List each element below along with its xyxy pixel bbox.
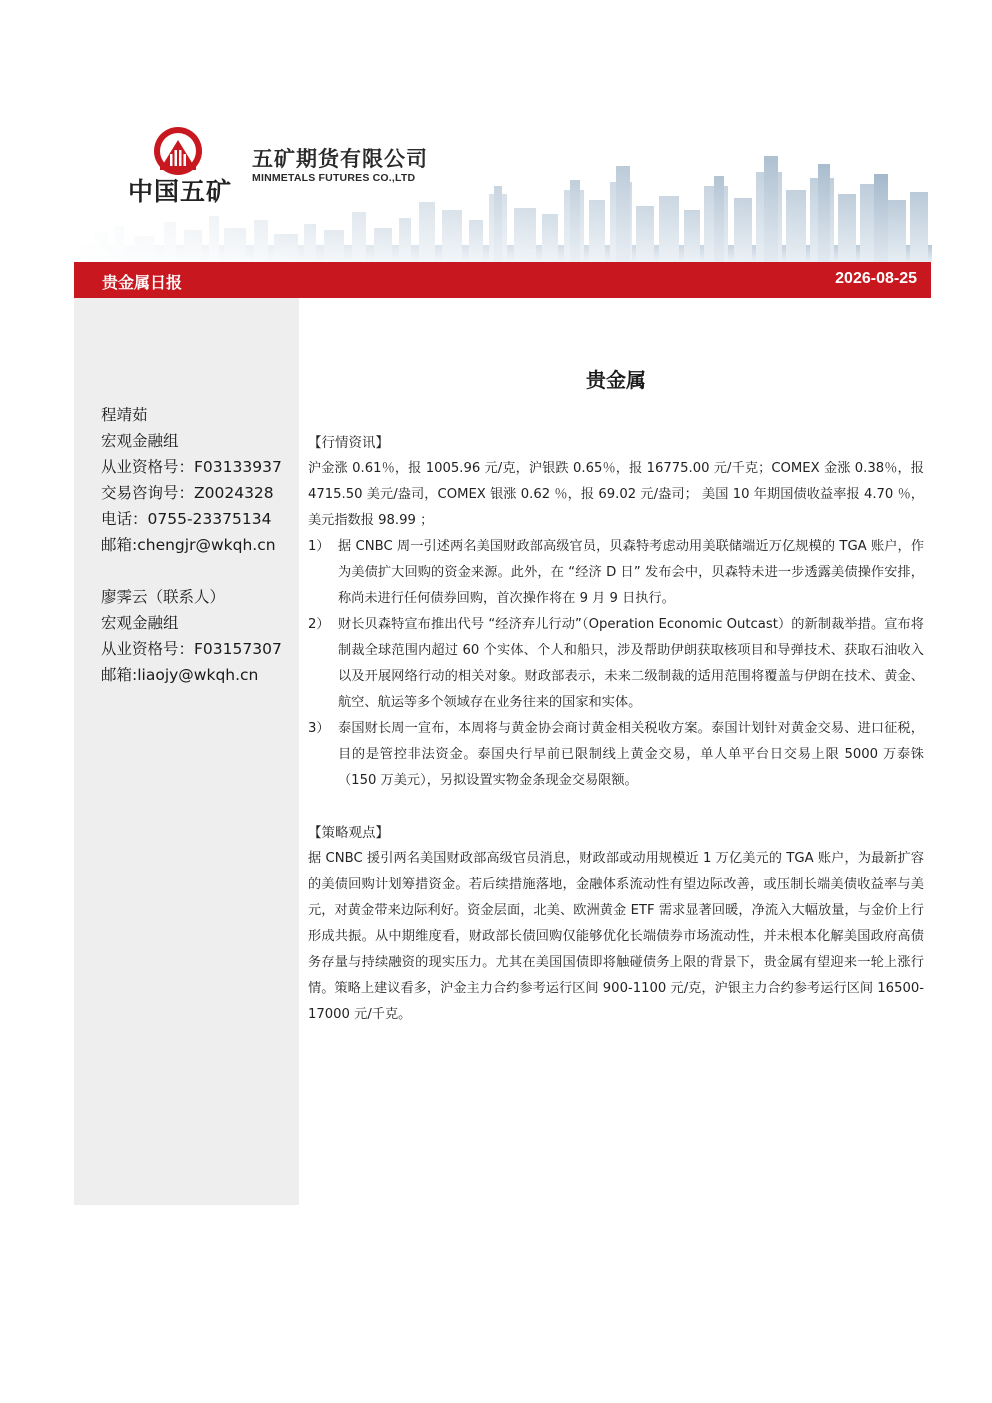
analyst-qualification: 从业资格号：F03157307 xyxy=(101,640,282,658)
analyst-email: 邮箱:chengjr@wkqh.cn xyxy=(101,536,276,554)
analyst-contact-2 xyxy=(101,584,282,688)
news-text: 据 CNBC 周一引述两名美国财政部高级官员，贝森特考虑动用美联储端近万亿规模的 TGA 账户，作为美债扩大回购的资金来源。此外，在 “经济 D 日” 发布会中，贝森特未进一步透露美债操作安排，称尚未进行任何债券回购，首次操作将在 9 月 9 日执行。 xyxy=(338,539,924,606)
analyst-phone: 电话：0755-23375134 xyxy=(101,510,272,528)
strategy-heading: 【策略观点】 xyxy=(308,825,389,841)
analyst-name: 廖霁云（联系人） xyxy=(101,588,226,606)
report-banner xyxy=(74,262,931,298)
analyst-consult-number: 交易咨询号：Z0024328 xyxy=(101,484,274,502)
news-number: 3） xyxy=(308,721,330,736)
analyst-email: 邮箱:liaojy@wkqh.cn xyxy=(101,666,259,684)
strategy-text: 据 CNBC 援引两名美国财政部高级官员消息，财政部或动用规模近 1 万亿美元的 TGA 账户，为最新扩容的美债回购计划筹措资金。若后续措施落地，金融体系流动性有望边际改善，或压制长端美债收益率与美元，对黄金带来边际利好。资金层面，北美、欧洲黄金 ETF 需求显著回暖，净流入大幅放量，与金价上行形成共振。从中期维度看，财政部长债回购仅能够优化长端债券市场流动性，并未根本化解美国政府高债务存量与持续融资的现实压力。尤其在美国国债即将触碰债务上限的背景下，贵金属有望迎来一轮上涨行情。策略上建议看多，沪金主力合约参考运行区间 900-1100 元/克，沪银主力合约参考运行区间 16500-17000 元/千克。 xyxy=(308,851,924,1022)
analyst-dept: 宏观金融组 xyxy=(101,432,179,450)
analyst-sidebar xyxy=(74,298,299,1205)
market-news-section xyxy=(308,430,924,794)
market-heading: 【行情资讯】 xyxy=(308,435,389,451)
analyst-contact-1 xyxy=(101,402,282,558)
section-title: 贵金属 xyxy=(586,368,646,392)
market-summary: 沪金涨 0.61％，报 1005.96 元/克，沪银跌 0.65％，报 16775.00 元/千克；COMEX 金涨 0.38％，报 4715.50 美元/盎司，COMEX 银涨 0.62 ％，报 69.02 元/盎司； 美国 10 年期国债收益率报 4.70 ％，美元指数报 98.99 ； xyxy=(308,461,924,528)
logo-text: 中国五矿 xyxy=(128,177,233,206)
news-item xyxy=(308,612,924,716)
report-title: 贵金属日报 xyxy=(102,273,183,292)
report-header xyxy=(0,0,992,292)
news-item xyxy=(308,716,924,794)
report-date: 2026-08-25 xyxy=(835,270,917,287)
news-number: 2） xyxy=(308,617,330,632)
strategy-section xyxy=(308,820,924,1028)
analyst-dept: 宏观金融组 xyxy=(101,614,179,632)
analyst-name: 程靖茹 xyxy=(101,406,148,424)
news-item xyxy=(308,534,924,612)
company-name-en: MINMETALS FUTURES CO.,LTD xyxy=(252,172,416,184)
news-text: 财长贝森特宣布推出代号 “经济弃儿行动”（Operation Economic Outcast）的新制裁举措。宣布将制裁全球范围内超过 60 个实体、个人和船只，涉及帮助伊朗获取核项目和导弹技术、获取石油收入以及开展网络行动的相关对象。财政部表示，未来二级制裁的适用范围将覆盖与伊朗在技术、黄金、航空、航运等多个领域存在业务往来的国家和实体。 xyxy=(338,617,924,710)
news-text: 泰国财长周一宣布，本周将与黄金协会商讨黄金相关税收方案。泰国计划针对黄金交易、进口征税，目的是管控非法资金。泰国央行早前已限制线上黄金交易，单人单平台日交易上限 5000 万泰铢（150 万美元），另拟设置实物金条现金交易限额。 xyxy=(338,721,924,788)
minmetals-logo-icon xyxy=(152,126,204,176)
company-name-cn: 五矿期货有限公司 xyxy=(252,147,428,171)
analyst-qualification: 从业资格号：F03133937 xyxy=(101,458,282,476)
news-number: 1） xyxy=(308,539,330,554)
